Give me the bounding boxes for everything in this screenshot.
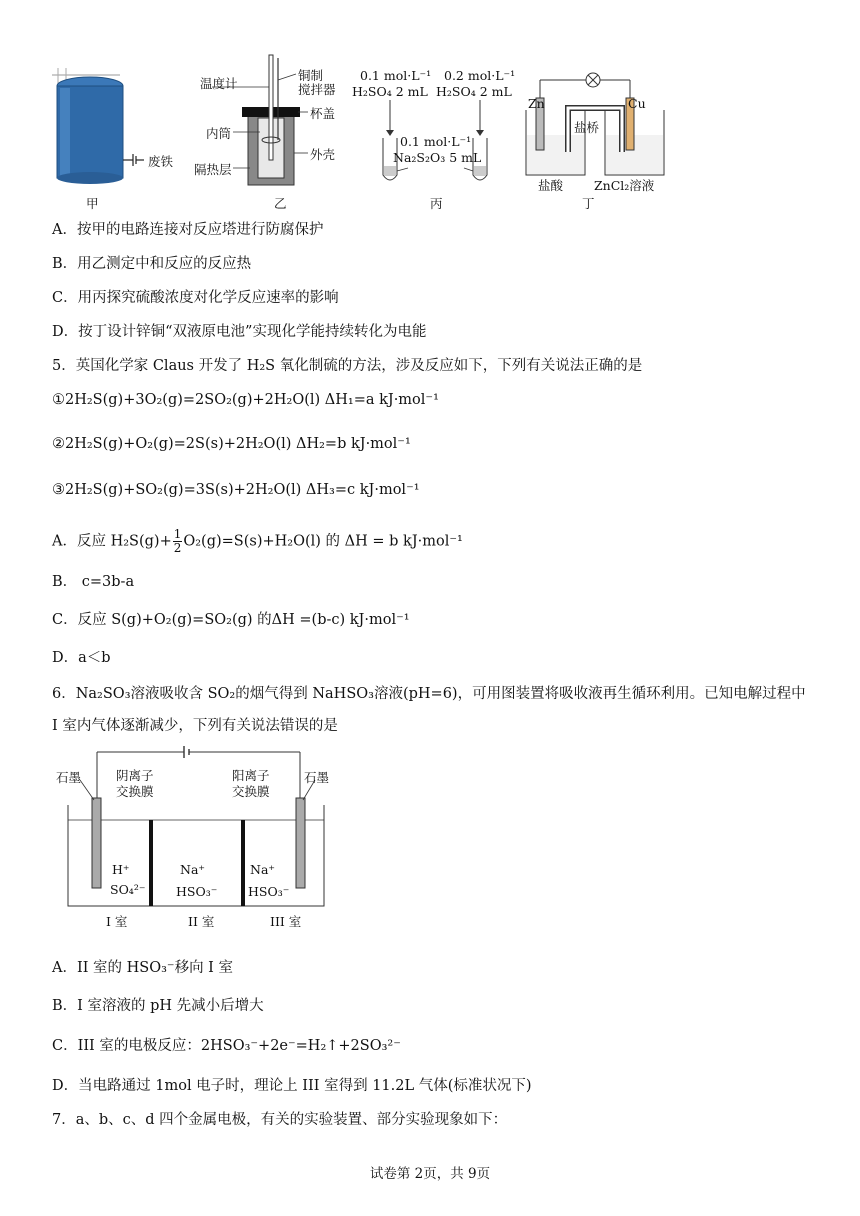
q6-option-d: D．当电路通过 1mol 电子时，理论上 III 室得到 11.2L 气体(标准状况下) [52,1078,532,1094]
salt-bridge-label: 盐桥 [574,120,600,135]
insulation-label: 隔热层 [194,162,232,177]
left-acid-conc: 0.1 mol·L⁻¹ [360,68,432,83]
left-acid-vol: H₂SO₄ 2 mL [352,84,428,99]
q5-reaction-3: ③2H₂S(g)+SO₂(g)=3S(s)+2H₂O(l) ΔH₃=c kJ·mol⁻¹ [52,482,420,498]
right-acid-vol: H₂SO₄ 2 mL [436,84,512,99]
stirrer-label-1: 铜制 [298,68,324,83]
caption-jia: 甲 [86,196,99,211]
q4-option-c: C．用丙探究硫酸浓度对化学反应速率的影响 [52,290,339,306]
cation-membrane-label-2: 交换膜 [232,784,270,799]
q5-option-d: D．a＜b [52,650,111,666]
room1-ion-so4: SO₄²⁻ [110,882,146,897]
thiosulfate-vol: Na₂S₂O₃ 5 mL [393,150,482,165]
right-acid-conc: 0.2 mol·L⁻¹ [444,68,516,83]
q6-stem-line1: 6．Na₂SO₃溶液吸收含 SO₂的烟气得到 NaHSO₃溶液(pH=6)，可用图装置将吸收液再生循环利用。已知电解过程中 [52,686,806,702]
q4-option-a: A．按甲的电路连接对反应塔进行防腐保护 [52,222,324,238]
room3-ion-hso3: HSO₃⁻ [248,884,290,899]
room3-label: III 室 [270,914,302,929]
q5-option-b: B． c=3b-a [52,574,135,590]
fraction-denominator: 2 [173,541,182,555]
room2-ion-na: Na⁺ [180,862,205,877]
q6-option-c: C．III 室的电极反应：2HSO₃⁻+2e⁻=H₂↑+2SO₃²⁻ [52,1038,401,1054]
fraction-one-half [173,528,183,555]
q5-option-a-pre: A．反应 H₂S(g)+ [52,533,172,550]
page-footer: 试卷第 2页，共 9页 [369,1166,491,1182]
lid-label: 杯盖 [310,106,336,121]
room2-label: II 室 [188,914,215,929]
scrap-iron-label: 废铁 [148,154,174,169]
thermometer-label: 温度计 [200,76,238,91]
q5-option-c: C．反应 S(g)+O₂(g)=SO₂(g) 的ΔH =(b-c) kJ·mol⁻¹ [52,612,410,628]
zn-electrode-label: Zn [528,96,545,111]
graphite-left-label: 石墨 [56,770,82,785]
anion-membrane-label-2: 交换膜 [116,784,154,799]
inner-cup-label: 内筒 [206,126,232,141]
room1-label: I 室 [106,914,128,929]
fraction-numerator: 1 [173,527,182,541]
q5-reaction-1: ①2H₂S(g)+3O₂(g)=2SO₂(g)+2H₂O(l) ΔH₁=a kJ·mol⁻¹ [52,392,439,408]
anion-membrane-label-1: 阴离子 [116,768,154,783]
zncl2-label: ZnCl₂溶液 [594,178,655,193]
outer-shell-label: 外壳 [310,147,336,162]
cation-membrane-label-1: 阳离子 [232,768,270,783]
room3-ion-na: Na⁺ [250,862,275,877]
room1-ion-h: H⁺ [112,862,130,877]
room2-ion-hso3: HSO₃⁻ [176,884,218,899]
thiosulfate-conc: 0.1 mol·L⁻¹ [400,134,472,149]
q6-option-b: B．I 室溶液的 pH 先减小后增大 [52,998,264,1014]
cu-electrode-label: Cu [628,96,646,111]
q7-stem: 7．a、b、c、d 四个金属电极，有关的实验装置、部分实验现象如下： [52,1112,508,1128]
q5-option-a [52,528,463,555]
q6-option-a: A．II 室的 HSO₃⁻移向 I 室 [52,960,234,976]
caption-bing: 丙 [430,196,443,211]
caption-yi: 乙 [274,196,287,211]
q5-reaction-2: ②2H₂S(g)+O₂(g)=2S(s)+2H₂O(l) ΔH₂=b kJ·mol⁻¹ [52,436,411,452]
q6-stem-line2: I 室内气体逐渐减少，下列有关说法错误的是 [52,718,338,734]
stirrer-label-2: 搅拌器 [298,82,336,97]
graphite-right-label: 石墨 [304,770,330,785]
q5-stem: 5．英国化学家 Claus 开发了 H₂S 氧化制硫的方法，涉及反应如下，下列有关说法正确的是 [52,358,643,374]
q4-option-d: D．按丁设计锌铜“双液原电池”实现化学能持续转化为电能 [52,324,427,340]
q4-option-b: B．用乙测定中和反应的反应热 [52,256,252,272]
hcl-label: 盐酸 [538,178,564,193]
q5-option-a-post: O₂(g)=S(s)+H₂O(l) 的 ΔH = b kJ·mol⁻¹ [183,533,463,550]
caption-ding: 丁 [582,196,595,211]
reaction-tower [52,68,144,184]
